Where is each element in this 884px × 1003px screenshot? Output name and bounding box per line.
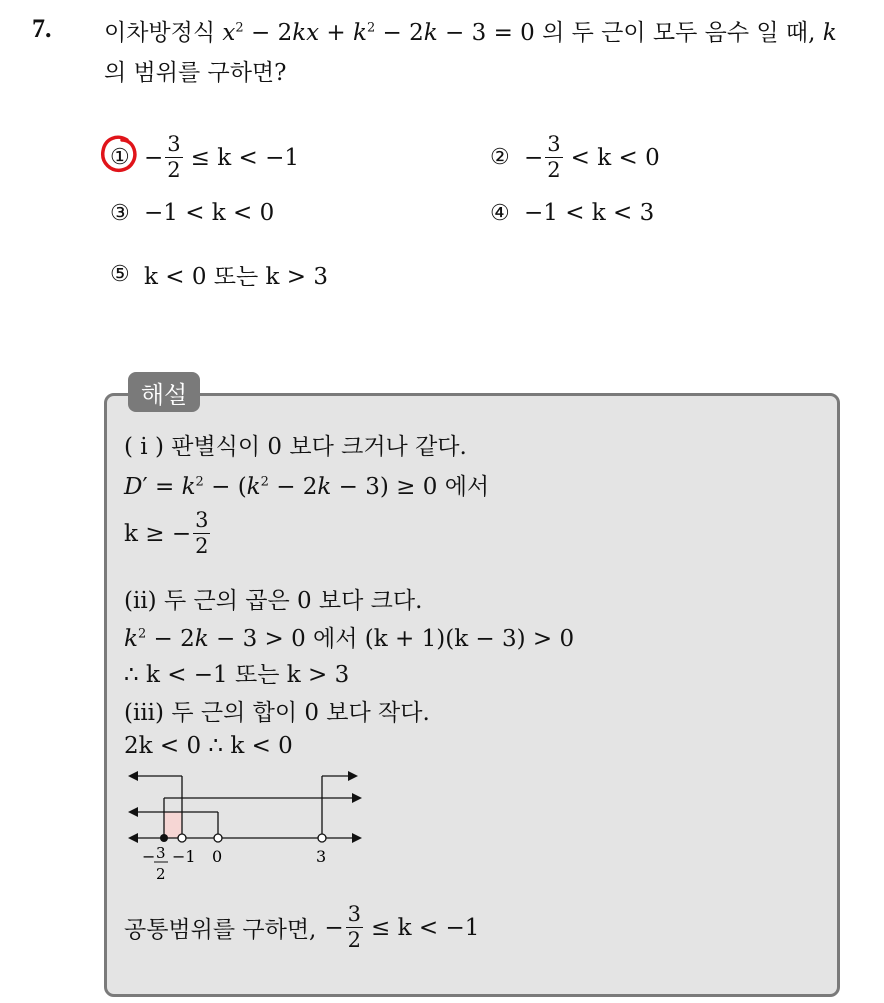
option-2-text: < k < 0 [570, 144, 660, 171]
conclusion-text: 공통범위를 구하면, [124, 917, 317, 943]
step1-eq-suffix: ≥ 0 에서 [396, 474, 490, 500]
step1-result [124, 510, 212, 557]
question-line-1 [104, 14, 837, 47]
option-2-minus: − [524, 144, 544, 171]
option-1-fraction: $\frac{3}{2}$ [167, 132, 181, 182]
option-5[interactable] [110, 258, 328, 291]
step3-title: (iii) 두 근의 합이 0 보다 작다. [124, 700, 430, 726]
option-2-mark: ② [490, 145, 510, 170]
point-minus-1 [178, 834, 186, 842]
step2-eq-suffix: > 0 에서 (k + 1)(k − 3) > 0 [264, 626, 575, 652]
option-2-fraction: $\frac{3}{2}$ [547, 132, 561, 182]
option-4-text: −1 < k < 3 [524, 200, 655, 226]
label-0: 0 [212, 847, 223, 866]
common-range-highlight [164, 812, 182, 838]
question-text-pre: 이차방정식 [104, 20, 216, 46]
option-3-text: −1 < k < 0 [144, 200, 275, 226]
label-frac-den: 2 [156, 865, 166, 883]
step2-result: ∴ k < −1 또는 k > 3 [124, 662, 350, 688]
label-frac-num: 3 [156, 844, 166, 862]
solution-tag: 해설 [128, 372, 200, 412]
step1-fraction: $\frac{3}{2}$ [195, 508, 209, 558]
option-4[interactable] [490, 200, 654, 226]
label-minus-sign: − [142, 847, 156, 866]
step1-result-text: k ≥ − [124, 520, 192, 547]
label-3: 3 [316, 847, 327, 866]
step1-equation: $D' = k^2 - (k^2 - 2k - 3) \ge 0$ 에서 [124, 474, 490, 500]
option-5-text: k < 0 또는 k > 3 [144, 264, 328, 290]
option-4-mark: ④ [490, 200, 510, 226]
point-3 [318, 834, 326, 842]
question-equation: $x^2 - 2kx + k^2 - 2k - 3 = 0$ [222, 20, 535, 46]
option-1-mark: ① [110, 145, 130, 170]
step2-equation: $k^2 - 2k - 3 > 0$ 에서 (k + 1)(k − 3) > 0 [124, 626, 575, 652]
conclusion-minus: − [324, 914, 344, 941]
step1-title: ( i ) 판별식이 0 보다 크거나 같다. [124, 434, 467, 460]
number-line-diagram [120, 766, 370, 890]
option-2[interactable] [490, 134, 660, 181]
question-text-post: 의 두 근이 모두 음수 일 때, [542, 20, 816, 46]
step2-title: (ii) 두 근의 곱은 0 보다 크다. [124, 588, 423, 614]
conclusion [124, 904, 479, 951]
step3-equation: 2k < 0 ∴ k < 0 [124, 733, 293, 759]
option-3[interactable] [110, 200, 274, 226]
option-5-mark: ⑤ [110, 262, 130, 287]
option-1-minus: − [144, 144, 164, 171]
option-1[interactable] [110, 134, 299, 181]
option-3-mark: ③ [110, 200, 130, 226]
question-line-2: 의 범위를 구하면? [104, 60, 287, 86]
option-1-text: ≤ k < −1 [190, 144, 299, 171]
conclusion-tail: ≤ k < −1 [371, 914, 480, 941]
question-number: 7. [32, 14, 52, 43]
point-0 [214, 834, 222, 842]
conclusion-fraction: $\frac{3}{2}$ [347, 902, 362, 952]
point-minus-3-2 [160, 834, 168, 842]
question-variable: k [822, 20, 837, 46]
label-minus-1: −1 [172, 847, 196, 866]
